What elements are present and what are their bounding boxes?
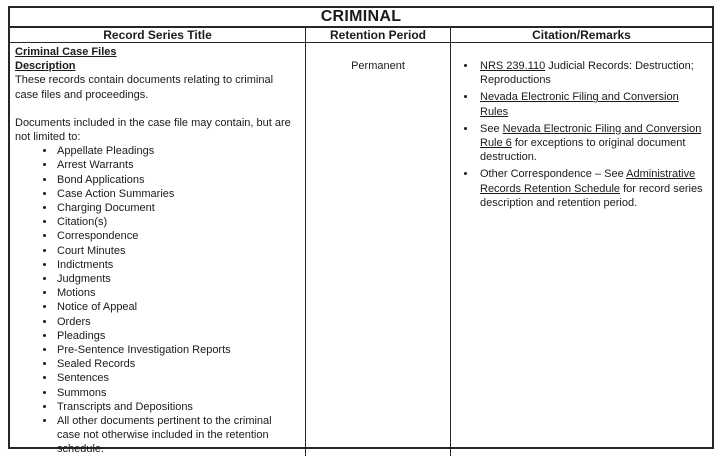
citation-item [477,59,708,87]
document-item: • Court Minutes [56,244,297,258]
document-item: • Judgments [56,272,297,286]
description-label: Description [15,60,76,73]
document-item: • Orders [56,315,297,329]
retention-period-cell [305,43,450,456]
document-item: • Charging Document [56,201,297,215]
record-series-cell [10,43,305,456]
document-item: • Indictments [56,258,297,272]
document-item: • All other documents pertinent to the criminal case not otherwise included in the retention schedule. [56,414,297,456]
document-item: • Case Action Summaries [56,187,297,201]
documents-intro: Documents included in the case file may contain, but are not limited to: [15,116,291,144]
documents-list [15,144,297,456]
table-title: CRIMINAL [10,8,712,28]
citation-text: Other Correspondence – See [480,168,627,181]
document-item: • Pleadings [56,329,297,343]
citation-item [477,122,708,165]
citation-reference: Administrative Records Retention Schedule [480,168,696,195]
document-item: • Sentences [56,371,297,385]
citations-list [457,59,708,210]
citation-item [477,90,708,118]
table-header-row [10,28,712,43]
citation-reference: Nevada Electronic Filing and Conversion Rules [480,91,679,118]
citation-text: for record series description and retention period. [480,182,703,209]
column-header-retention-period: Retention Period [305,28,450,42]
document-item: • Correspondence [56,229,297,243]
paragraph-spacer [15,102,297,116]
column-header-record-series-title: Record Series Title [103,28,212,42]
citation-reference: NRS 239.110 [480,60,546,72]
document-item: • Citation(s) [56,215,297,229]
record-row [10,43,712,456]
citation-text: for exceptions to original document destruction. [480,137,686,164]
description-text: These records contain documents relating to criminal case files and proceedings. [15,74,274,101]
retention-schedule-table [8,6,714,456]
document-item: • Motions [56,286,297,300]
citation-text: Judicial Records: Destruction; Reproductions [480,60,694,87]
retention-period-value: Permanent [351,60,405,72]
document-item: • Bond Applications [56,173,297,187]
citation-item [477,167,708,210]
document-item: • Arrest Warrants [56,158,297,172]
document-item: • Transcripts and Depositions [56,400,297,414]
citation-remarks-cell [450,43,712,456]
document-item: • Notice of Appeal [56,300,297,314]
column-header-citation-remarks: Citation/Remarks [450,28,712,42]
document-item: • Pre-Sentence Investigation Reports [56,343,297,357]
citation-reference: Nevada Electronic Filing and Conversion Rule 6 [480,122,702,150]
document-item: • Summons [56,386,297,400]
record-series-title: Criminal Case Files [15,46,117,58]
document-item: • Appellate Pleadings [56,144,297,158]
document-item: • Sealed Records [56,357,297,371]
citation-text: See [480,122,503,135]
